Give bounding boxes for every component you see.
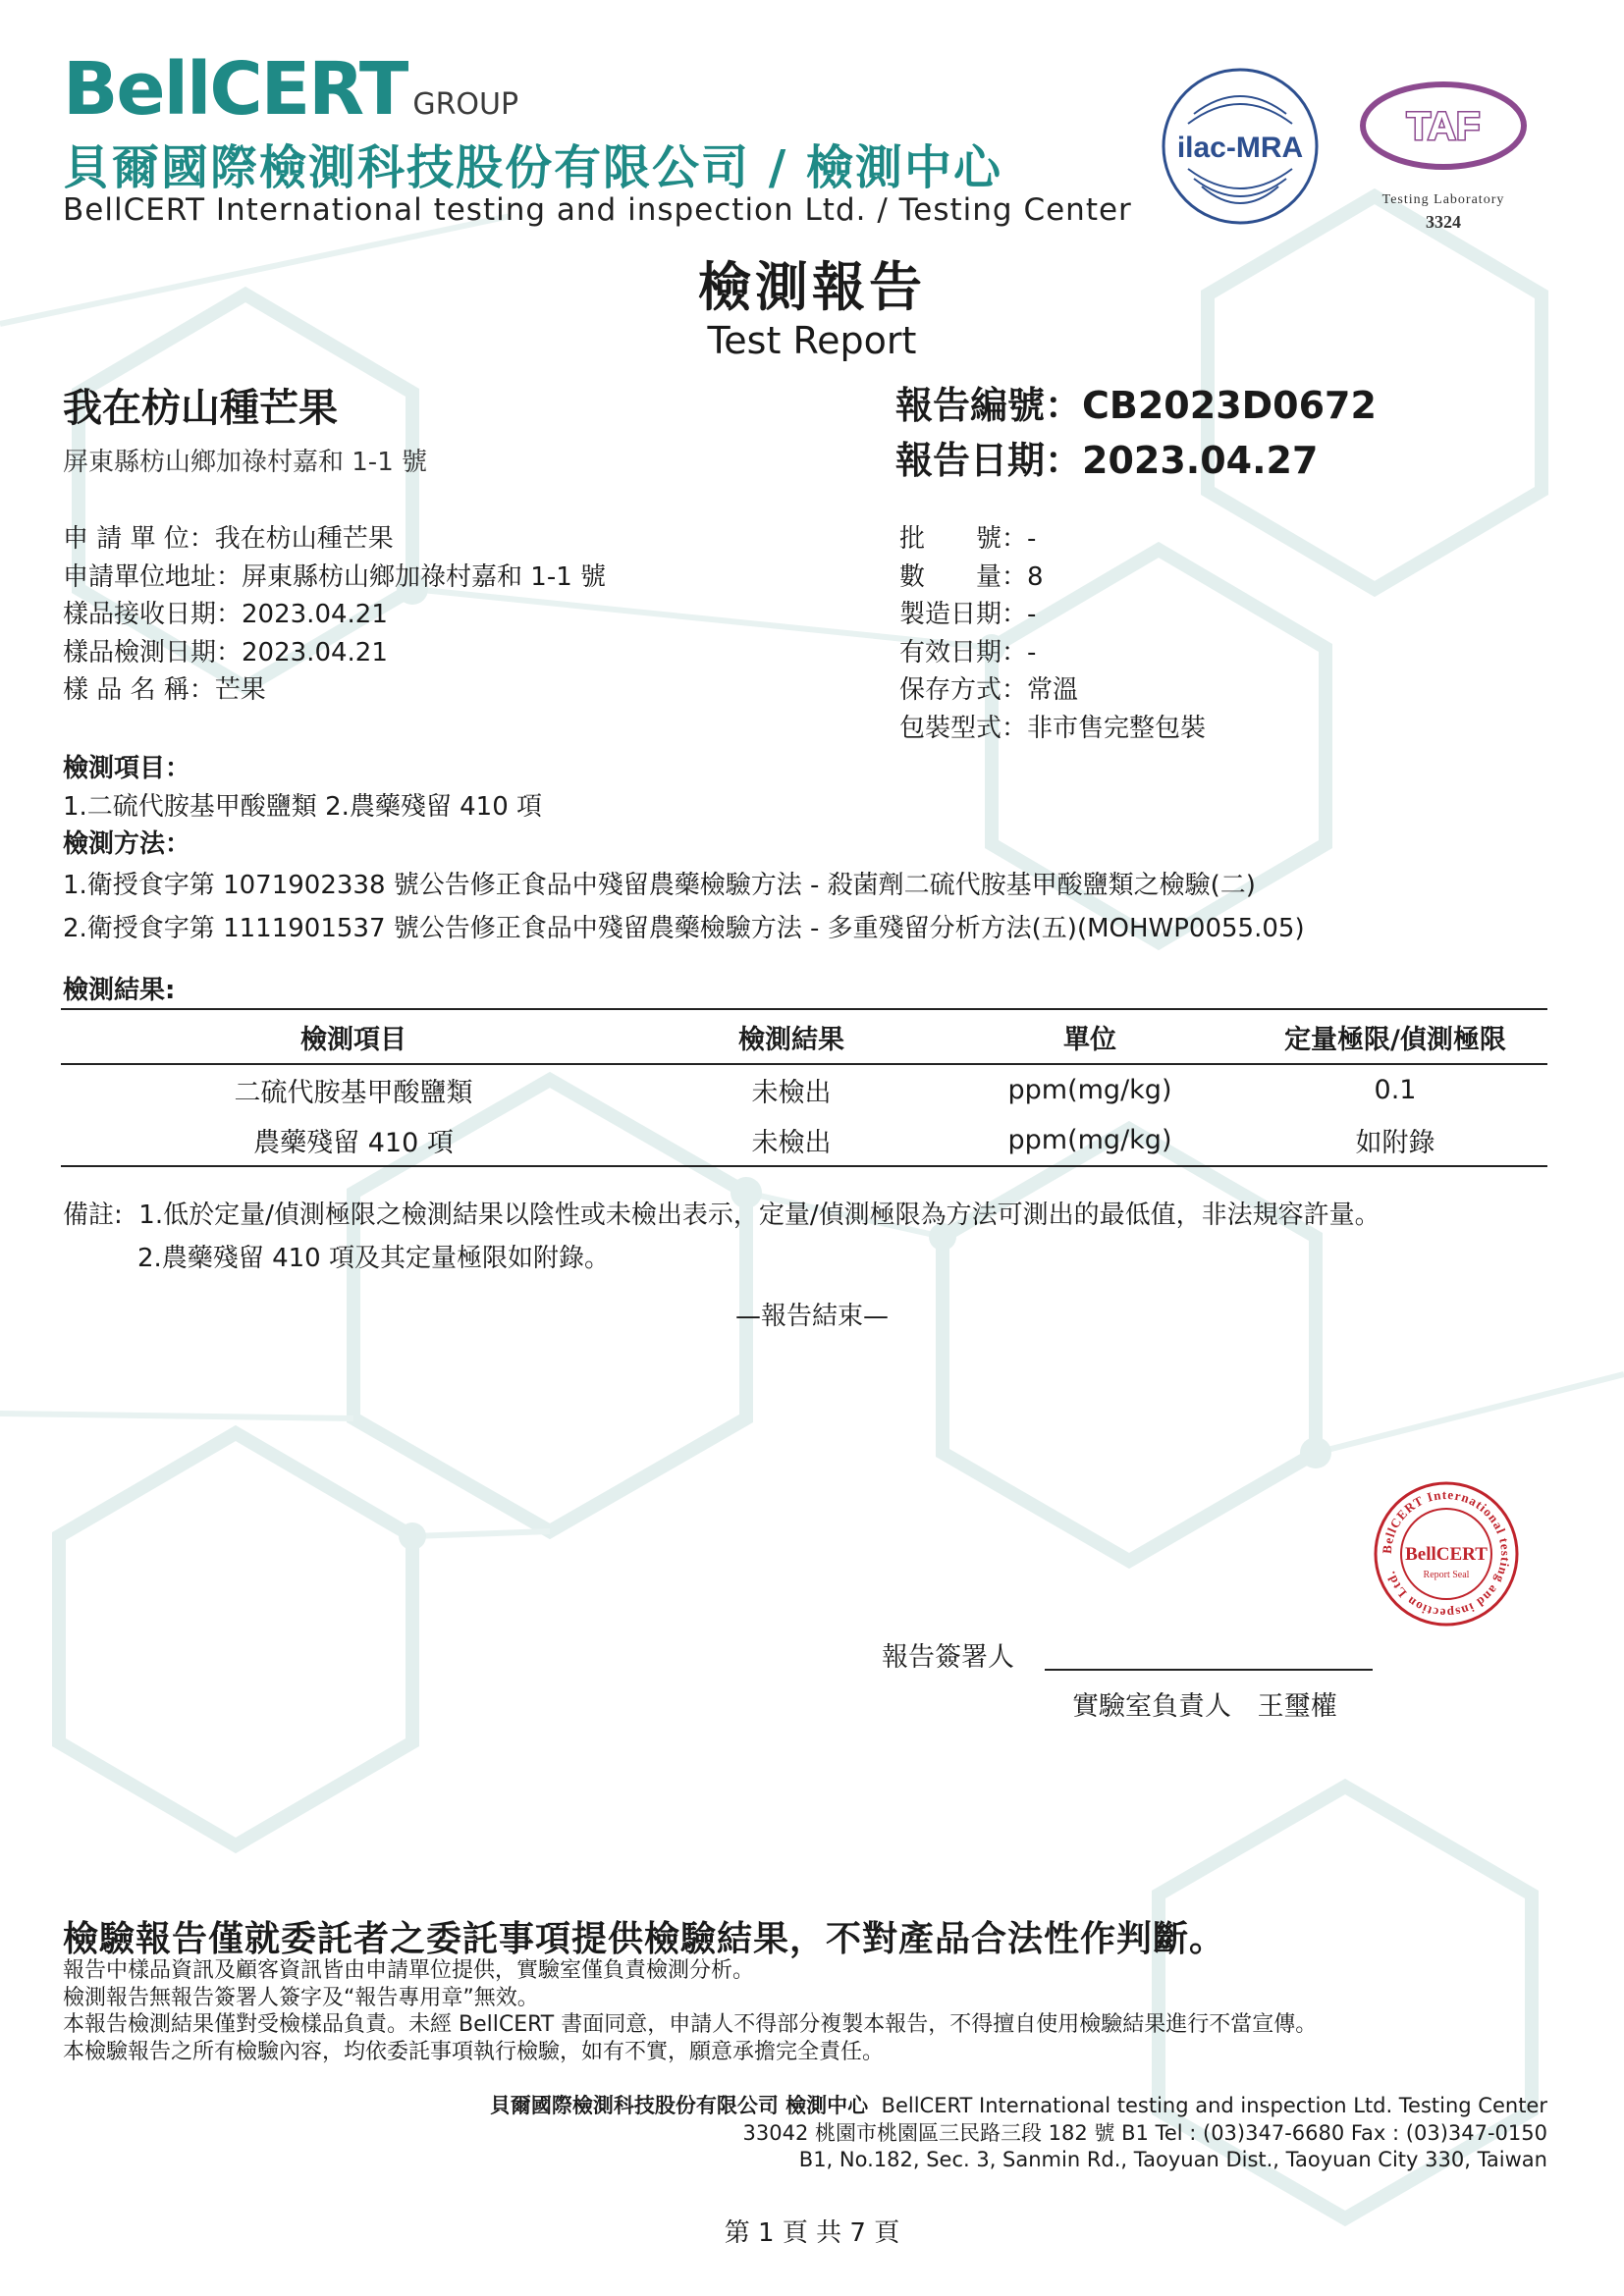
notes-label: 備註: (63, 1201, 123, 1230)
table-row (61, 1115, 1547, 1166)
note-line: 2.農藥殘留 410 項及其定量極限如附錄。 (137, 1244, 610, 1273)
taf-accreditation-badge (1355, 75, 1532, 241)
company-name-zh: 貝爾國際檢測科技股份有限公司 / 檢測中心 (63, 140, 1002, 195)
footer-contact-row (490, 2120, 1547, 2148)
detail-value: 芒果 (214, 675, 266, 705)
report-end-mark: —報告結束— (734, 1302, 889, 1331)
signer-label: 報告簽署人 (882, 1642, 1014, 1673)
cell-limit: 0.1 (1374, 1075, 1417, 1105)
report-title-zh: 檢測報告 (698, 256, 926, 318)
cell-result: 未檢出 (646, 1115, 937, 1166)
detail-label: 樣 品 名 稱： (63, 675, 215, 705)
report-date: 2023.04.27 (1082, 439, 1319, 482)
col-header-result: 檢測結果 (646, 1009, 937, 1064)
detail-label: 包裝型式： (899, 713, 1028, 743)
col-header-limit: 定量極限/偵測極限 (1243, 1009, 1547, 1064)
report-date-label: 報告日期： (895, 439, 1083, 482)
report-seal-stamp (1373, 1480, 1520, 1628)
logo-text: BellCERT (63, 47, 407, 132)
detail-label: 數 量： (899, 561, 1028, 592)
report-number-label: 報告編號： (895, 384, 1083, 427)
detail-value: 2023.04.21 (242, 600, 388, 629)
detail-row-applicant-address (63, 559, 606, 597)
detail-label: 有效日期： (899, 637, 1028, 667)
footer-company-en: BellCERT International testing and inspection Ltd. Testing Center (881, 2094, 1547, 2117)
detail-row-applicant (63, 520, 606, 559)
detail-row-expiry-date (899, 634, 1206, 672)
detail-label: 申 請 單 位： (63, 524, 215, 554)
logo-group-text: GROUP (412, 87, 519, 122)
results-header-row (61, 1009, 1547, 1064)
notes (63, 1194, 1380, 1280)
detail-value: - (1027, 600, 1037, 629)
footer-address-en: B1, No.182, Sec. 3, Sanmin Rd., Taoyuan Dist., Taoyuan City 330, Taiwan (798, 2148, 1547, 2171)
seal-name: BellCERT (1405, 1544, 1488, 1565)
disclaimer-main: 檢驗報告僅就委託者之委託事項提供檢驗結果，不對產品合法性作判斷。 (63, 1919, 1226, 1959)
ilac-mra-badge-icon (1159, 65, 1322, 228)
cell-unit: ppm(mg/kg) (937, 1115, 1243, 1166)
report-number: CB2023D0672 (1082, 384, 1377, 427)
cell-item: 農藥殘留 410 項 (61, 1115, 646, 1166)
detail-label: 製造日期： (899, 600, 1028, 629)
taf-caption: Testing Laboratory (1381, 192, 1505, 207)
detail-row-received-date (63, 596, 606, 634)
page-number: 第 1 頁 共 7 頁 (724, 2218, 900, 2248)
report-date-row (895, 433, 1377, 488)
note-row (63, 1194, 1380, 1237)
results-table (61, 1008, 1547, 1167)
cell-limit: 如附錄 (1243, 1115, 1547, 1166)
col-header-item: 檢測項目 (61, 1009, 646, 1064)
cell-item: 二硫代胺基甲酸鹽類 (234, 1078, 473, 1108)
detail-row-packaging (899, 710, 1206, 748)
footer-tel: Tel : (03)347-6680 (1155, 2120, 1345, 2145)
signature-line (1045, 1669, 1373, 1671)
test-items-and-methods (63, 750, 1305, 950)
client-address: 屏東縣枋山鄉加祿村嘉和 1-1 號 (63, 448, 427, 477)
cell-unit: ppm(mg/kg) (1007, 1075, 1172, 1105)
note-line: 1.低於定量/偵測極限之檢測結果以陰性或未檢出表示，定量/偵測極限為方法可測出的最低值，非法規容許量。 (138, 1201, 1380, 1230)
client-name: 我在枋山種芒果 (63, 386, 338, 431)
detail-label: 樣品接收日期： (63, 600, 243, 629)
detail-value: - (1027, 524, 1037, 554)
report-meta (895, 378, 1377, 488)
test-items-heading: 檢測項目： (63, 754, 191, 783)
cell-result: 未檢出 (751, 1078, 832, 1108)
results-heading: 檢測結果: (63, 976, 176, 1005)
detail-row-sample-name (63, 671, 606, 710)
disclaimer-line: 本檢驗報告之所有檢驗內容，均依委託事項執行檢驗，如有不實，願意承擔完全責任。 (63, 2039, 885, 2064)
detail-label: 保存方式： (899, 675, 1028, 705)
company-name-en: BellCERT International testing and inspection Ltd. / Testing Center (63, 192, 1132, 228)
taf-number: 3324 (1426, 212, 1461, 232)
bellcert-logo (63, 47, 518, 132)
col-header-unit: 單位 (937, 1009, 1243, 1064)
sample-details-left (63, 520, 606, 710)
seal-subtitle: Report Seal (1423, 1570, 1470, 1580)
table-row (61, 1064, 1547, 1115)
taf-badge-text: TAF (1406, 105, 1481, 148)
signer-name: 王璽權 (1257, 1691, 1337, 1722)
sample-details-right (899, 520, 1206, 747)
signer-role: 實驗室負責人 (1072, 1691, 1231, 1722)
detail-value: 我在枋山種芒果 (214, 524, 394, 554)
detail-row-test-date (63, 634, 606, 672)
seal-ring-text: BellCERT International testing and inspection Ltd. (1379, 1486, 1514, 1622)
test-items-text: 1.二硫代胺基甲酸鹽類 2.農藥殘留 410 項 (63, 791, 543, 822)
detail-label: 申請單位地址： (63, 561, 243, 592)
detail-row-storage (899, 671, 1206, 710)
detail-row-manufacture-date (899, 596, 1206, 634)
test-method-line: 2.衛授食字第 1111901537 號公告修正食品中殘留農藥檢驗方法 - 多重殘留分析方法(五)(MOHWP0055.05) (63, 913, 1305, 943)
detail-row-batch (899, 520, 1206, 559)
detail-value: 2023.04.21 (242, 637, 388, 667)
detail-value: 屏東縣枋山鄉加祿村嘉和 1-1 號 (242, 561, 607, 592)
disclaimer-line: 檢測報告無報告簽署人簽字及“報告專用章”無效。 (63, 1985, 539, 2010)
footer-address (490, 2093, 1547, 2174)
footer-company-zh: 貝爾國際檢測科技股份有限公司 檢測中心 (489, 2094, 869, 2117)
signer (1072, 1684, 1337, 1723)
footer-address-zh: 33042 桃園市桃園區三民路三段 182 號 B1 (742, 2120, 1149, 2145)
disclaimer-line: 本報告檢測結果僅對受檢樣品負責。未經 BellCERT 書面同意，申請人不得部分複製本報告，不得擅自使用檢驗結果進行不當宣傳。 (63, 2012, 1318, 2037)
detail-row-quantity (899, 559, 1206, 597)
detail-value: - (1027, 637, 1037, 667)
disclaimer-list (63, 1957, 1317, 2065)
report-title-en: Test Report (707, 319, 917, 362)
detail-value: 8 (1027, 561, 1044, 592)
test-methods-heading: 檢測方法： (63, 829, 191, 859)
disclaimer-line: 報告中樣品資訊及顧客資訊皆由申請單位提供，實驗室僅負責檢測分析。 (63, 1958, 755, 1983)
report-number-row (895, 378, 1377, 433)
taf-logo-icon (1355, 75, 1532, 183)
footer-company-row (490, 2093, 1547, 2120)
detail-label: 批 號： (899, 524, 1028, 554)
detail-value: 非市售完整包裝 (1027, 713, 1207, 743)
detail-label: 樣品檢測日期： (63, 637, 243, 667)
test-method-line: 1.衛授食字第 1071902338 號公告修正食品中殘留農藥檢驗方法 - 殺菌劑二硫代胺基甲酸鹽類之檢驗(二) (63, 870, 1256, 900)
footer-fax: Fax : (03)347-0150 (1350, 2120, 1547, 2145)
detail-value: 常溫 (1027, 675, 1079, 705)
ilac-badge-text: ilac-MRA (1176, 132, 1304, 164)
